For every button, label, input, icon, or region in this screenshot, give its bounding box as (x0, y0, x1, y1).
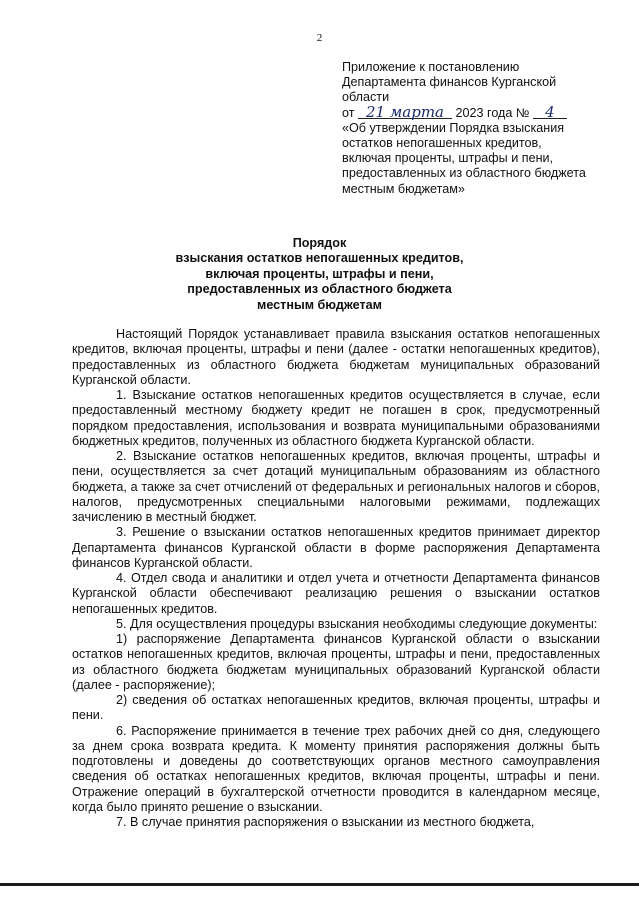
paragraph-1: 1. Взыскание остатков непогашенных кредитов осуществляется в случае, если предоставленный местному бюджету кредит не погашен в срок, предусмотренный порядком предоставления, использования и возврата муниципальными образованиями бюджетных кредитов, полученных из областного бюджета Курганской области. (72, 388, 600, 448)
paragraph-2: 2. Взыскание остатков непогашенных кредитов, включая проценты, штрафы и пени, осуществляется за счет дотаций муниципальным образованиям из областного бюджета, а также за счет отчислений от федеральных и региональных налогов и сборов, налогов, предусмотренных специальными налоговыми режимами, подлежащих зачислению в местный бюджет. (72, 449, 600, 524)
year-text: 2023 года № (455, 105, 530, 120)
appendix-subject-line: «Об утверждении Порядка взыскания (342, 120, 565, 135)
handwritten-number: 4 (533, 106, 567, 119)
appendix-line: Департамента финансов Курганской (342, 75, 557, 90)
appendix-subject-line: включая проценты, штрафы и пени, (342, 151, 554, 166)
document-body (72, 327, 600, 830)
title-line: взыскания остатков непогашенных кредитов, (175, 251, 464, 266)
title-line: местным бюджетам (257, 297, 382, 312)
paragraph-5-item-2: 2) сведения об остатках непогашенных кредитов, включая проценты, штрафы и пени. (72, 693, 600, 723)
title-line: включая проценты, штрафы и пени, (205, 266, 434, 281)
appendix-subject-line: предоставленных из областного бюджета (342, 166, 586, 181)
title-line: предоставленных из областного бюджета (187, 282, 452, 297)
appendix-line: области (342, 90, 390, 105)
document-title (0, 236, 639, 313)
paragraph-5: 5. Для осуществления процедуры взыскания необходимы следующие документы: (116, 616, 598, 631)
paragraph-4: 4. Отдел свода и аналитики и отдел учета и отчетности Департамента финансов Курганской области обеспечивают реализацию решения о взыскании остатков непогашенных кредитов. (72, 571, 600, 616)
appendix-subject-line: остатков непогашенных кредитов, (342, 136, 542, 151)
paragraph-6: 6. Распоряжение принимается в течение трех рабочих дней со дня, следующего за днем срока возврата кредита. К моменту принятия распоряжения должны быть подготовлены и доведены до соответствующих органов местного самоуправления сведения об остатках непогашенных кредитов, включая проценты, штрафы и пени. Отражение операций в бухгалтерской отчетности проводится в календарном месяце, когда было принято решение о взыскании. (72, 723, 600, 814)
page-number: 2 (316, 32, 323, 44)
handwritten-date: 21 марта (358, 106, 452, 119)
appendix-line: Приложение к постановлению (342, 60, 520, 74)
appendix-date-line (342, 102, 612, 121)
from-label: от (342, 105, 355, 120)
paragraph-5-item-1: 1) распоряжение Департамента финансов Курганской области о взыскании остатков непогашенных кредитов, включая проценты, штрафы и пени, предоставленных из областного бюджета бюджетам муниципальных образований Курганской области (далее - распоряжение); (72, 632, 600, 692)
paragraph-7: 7. В случае принятия распоряжения о взыскании из местного бюджета, (116, 815, 535, 829)
appendix-block (342, 60, 612, 197)
appendix-subject-line: местным бюджетам» (342, 181, 465, 196)
bottom-rule (0, 883, 639, 886)
paragraph-3: 3. Решение о взыскании остатков непогашенных кредитов принимает директор Департамента финансов Курганской области в форме распоряжения Департамента финансов Курганской области. (72, 525, 600, 570)
title-line: Порядок (292, 236, 347, 250)
paragraph-intro: Настоящий Порядок устанавливает правила взыскания остатков непогашенных кредитов, включая проценты, штрафы и пени (далее - остатки непогашенных кредитов), предоставленных из областного бюджета бюджетам муниципальных образований Курганской области. (72, 327, 600, 387)
